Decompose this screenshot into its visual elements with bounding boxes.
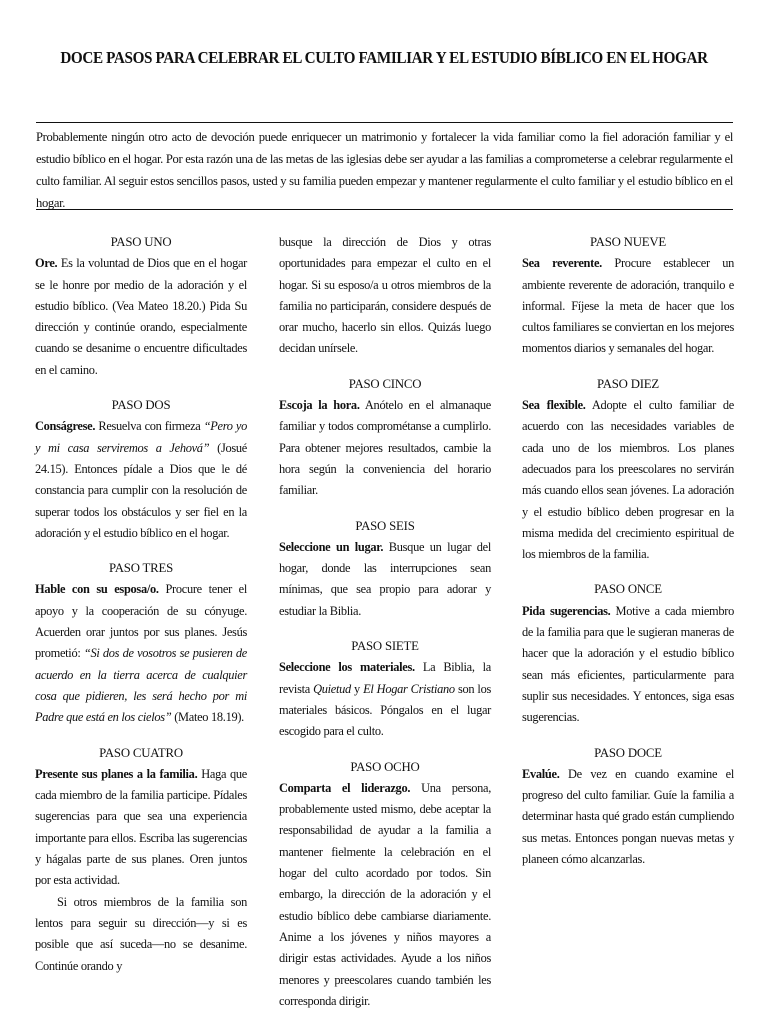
step-body	[522, 764, 734, 870]
column-left	[35, 232, 247, 991]
bible-quote: “Si dos de vosotros se pusieren de acuerdo en la tierra acerca de cualquier cosa que pidieren, les será hecho por mi Padre que está en los cielos”	[35, 646, 247, 725]
step-lead: Evalúe.	[522, 766, 560, 781]
step-lead: Comparta el liderazgo.	[279, 780, 411, 795]
column-middle	[279, 232, 491, 1026]
step-lead: Conságrese.	[35, 419, 96, 434]
step-lead: Seleccione los materiales.	[279, 660, 415, 675]
step-text: (Josué 24.15). Entonces pídale a Dios que le dé constancia para cumplir con la resolución de superar todos los obstáculos y ser fiel en la adoración y el estudio bíblico en el hogar.	[35, 440, 247, 540]
step-body	[279, 537, 491, 622]
step-text: La Biblia, la revista	[279, 660, 492, 696]
step-body	[522, 395, 734, 565]
step-heading: PASO OCHO	[350, 759, 420, 774]
step-text: Busque un lugar del hogar, donde las interrupciones sean mínimas, que sea propio para adorar y estudiar la Biblia.	[279, 539, 491, 618]
step-heading: PASO DOS	[111, 398, 171, 413]
step-lead: Escoja la hora.	[279, 398, 360, 413]
step-heading: PASO ONCE	[594, 582, 662, 597]
step-diez	[522, 374, 734, 566]
step-body	[279, 778, 491, 1012]
step-siete	[279, 636, 491, 742]
intro-paragraph: Probablemente ningún otro acto de devoción puede enriquecer un matrimonio y fortalecer la vida familiar como la fiel adoración familiar y el estudio bíblico en el hogar. Por esta razón una de las metas de las iglesias debe ser ayudar a las familias a comprometerse a celebrar regularmente el culto familiar. Al seguir estos sencillos pasos, usted y su familia pueden empezar y mantener regularmente el culto familiar y el estudio bíblico en el hogar.	[36, 130, 733, 210]
step-cuatro-continued	[279, 232, 491, 360]
step-doce	[522, 743, 734, 871]
step-cuatro	[35, 743, 247, 977]
step-lead: Sea reverente.	[522, 256, 602, 271]
bible-quote: “Pero yo y mi casa serviremos a Jehová”	[35, 419, 247, 455]
step-text: Procure tener el apoyo y la cooperación de su cónyuge. Acuerden orar juntos por sus planes. Jesús prometió:	[35, 582, 247, 661]
step-lead: Hable con su esposa/o.	[35, 582, 159, 597]
step-text: Es la voluntad de Dios que en el hogar se le honre por medio de la adoración y el estudio bíblico. (Vea Mateo 18.20.) Pida Su dirección y continúe orando, especialmente cuando se desanime o encuentre dificultades en el camino.	[35, 256, 247, 377]
step-paragraph-2: Si otros miembros de la familia son lentos para seguir su dirección—y si es posible que así suceda—no se desanime. Continúe orando y	[35, 894, 247, 973]
step-lead: Sea flexible.	[522, 398, 586, 413]
step-seis	[279, 516, 491, 622]
step-body	[35, 253, 247, 381]
step-continuation: busque la dirección de Dios y otras oportunidades para empezar el culto en el hogar. Si su esposo/a u otros miembros de la familia no participarán, considere después de orar mucho, hacerlo sin ellos. Quizás luego decidan unírsele.	[279, 235, 491, 356]
step-heading: PASO DOCE	[594, 745, 662, 760]
step-heading: PASO DIEZ	[596, 376, 660, 391]
step-body	[35, 579, 247, 728]
step-lead: Ore.	[35, 256, 58, 271]
step-text: son los materiales básicos. Póngalos en el lugar escogido para el culto.	[279, 681, 491, 739]
step-text: Procure establecer un ambiente reverente de adoración, tranquilo e informal. Fíjese la meta de hacer que los cultos familiares se conviertan en los mejores momentos diarios y semanales del hogar.	[522, 256, 734, 356]
step-body	[522, 253, 734, 359]
step-text: Haga que cada miembro de la familia participe. Pídales sugerencias para que sea una experiencia importante para ellos. Escriba las sugerencias y hágalas parte de sus planes. Oren juntos por esta actividad.	[35, 766, 247, 888]
magazine-title: El Hogar Cristiano	[363, 681, 455, 696]
step-lead: Seleccione un lugar.	[279, 539, 384, 554]
step-heading: PASO UNO	[110, 235, 172, 249]
column-right	[522, 232, 734, 884]
step-text: Motive a cada miembro de la familia para que le sugieran maneras de hacer que la adoración y el estudio bíblico sean más eficientes, particularmente para suplir sus necesidades. Y entonces, siga esas sugerencias.	[522, 603, 734, 725]
step-heading: PASO TRES	[109, 561, 173, 576]
step-once	[522, 579, 734, 728]
step-body	[35, 764, 247, 892]
top-divider	[36, 122, 733, 123]
step-text: De vez en cuando examine el progreso del culto familiar. Guíe la familia a determinar hasta qué grado están cumpliendo sus metas. Entonces pongan nuevas metas y planeen cómo alcanzarlas.	[522, 766, 734, 867]
step-nueve	[522, 232, 734, 360]
step-lead: Presente sus planes a la familia.	[35, 766, 198, 781]
step-body	[279, 657, 491, 742]
step-uno	[35, 232, 247, 381]
step-text: (Mateo 18.19).	[171, 710, 244, 725]
step-heading: PASO CUATRO	[99, 745, 183, 760]
bottom-divider	[36, 209, 733, 210]
step-text: Anótelo en el almanaque familiar y todos comprométanse a cumplirlo. Para obtener mejores resultados, cambie la hora según la conveniencia del horario familiar.	[279, 398, 491, 498]
step-ocho	[279, 757, 491, 1013]
step-heading: PASO SIETE	[351, 639, 419, 654]
magazine-title: Quietud	[313, 681, 351, 696]
step-cinco	[279, 374, 491, 502]
step-body	[522, 601, 734, 729]
step-heading: PASO NUEVE	[589, 235, 667, 249]
step-text: Adopte el culto familiar de acuerdo con las necesidades variables de cada uno de los miembros. Los planes adecuados para los preescolares no servirán más cuando ellos sean jóvenes. La adoración y el estudio bíblico deben progresar en la misma medida del crecimiento espiritual de los miembros de la familia.	[522, 398, 735, 562]
step-text: Una persona, probablemente usted mismo, debe aceptar la responsabilidad de ayudar a la familia a mantener fielmente la celebración en el hogar del culto acordado por todos. Sin embargo, la dirección de la adoración y el estudio bíblico debe cambiarse diariamente. Anime a los jóvenes y niños mayores a dirigir estas actividades. Ayude a los niños menores y preescolares cuando también les corresponda dirigir.	[279, 780, 491, 1008]
step-tres	[35, 558, 247, 728]
step-body	[35, 416, 247, 544]
step-dos	[35, 395, 247, 544]
step-body	[279, 395, 491, 501]
step-text: Resuelva con firmeza	[95, 419, 204, 434]
step-lead: Pida sugerencias.	[522, 603, 611, 618]
step-heading: PASO CINCO	[348, 376, 422, 391]
document-title: DOCE PASOS PARA CELEBRAR EL CULTO FAMILIAR Y EL ESTUDIO BÍBLICO EN EL HOGAR	[60, 48, 708, 67]
step-text: y	[350, 681, 364, 696]
step-heading: PASO SEIS	[355, 518, 415, 533]
